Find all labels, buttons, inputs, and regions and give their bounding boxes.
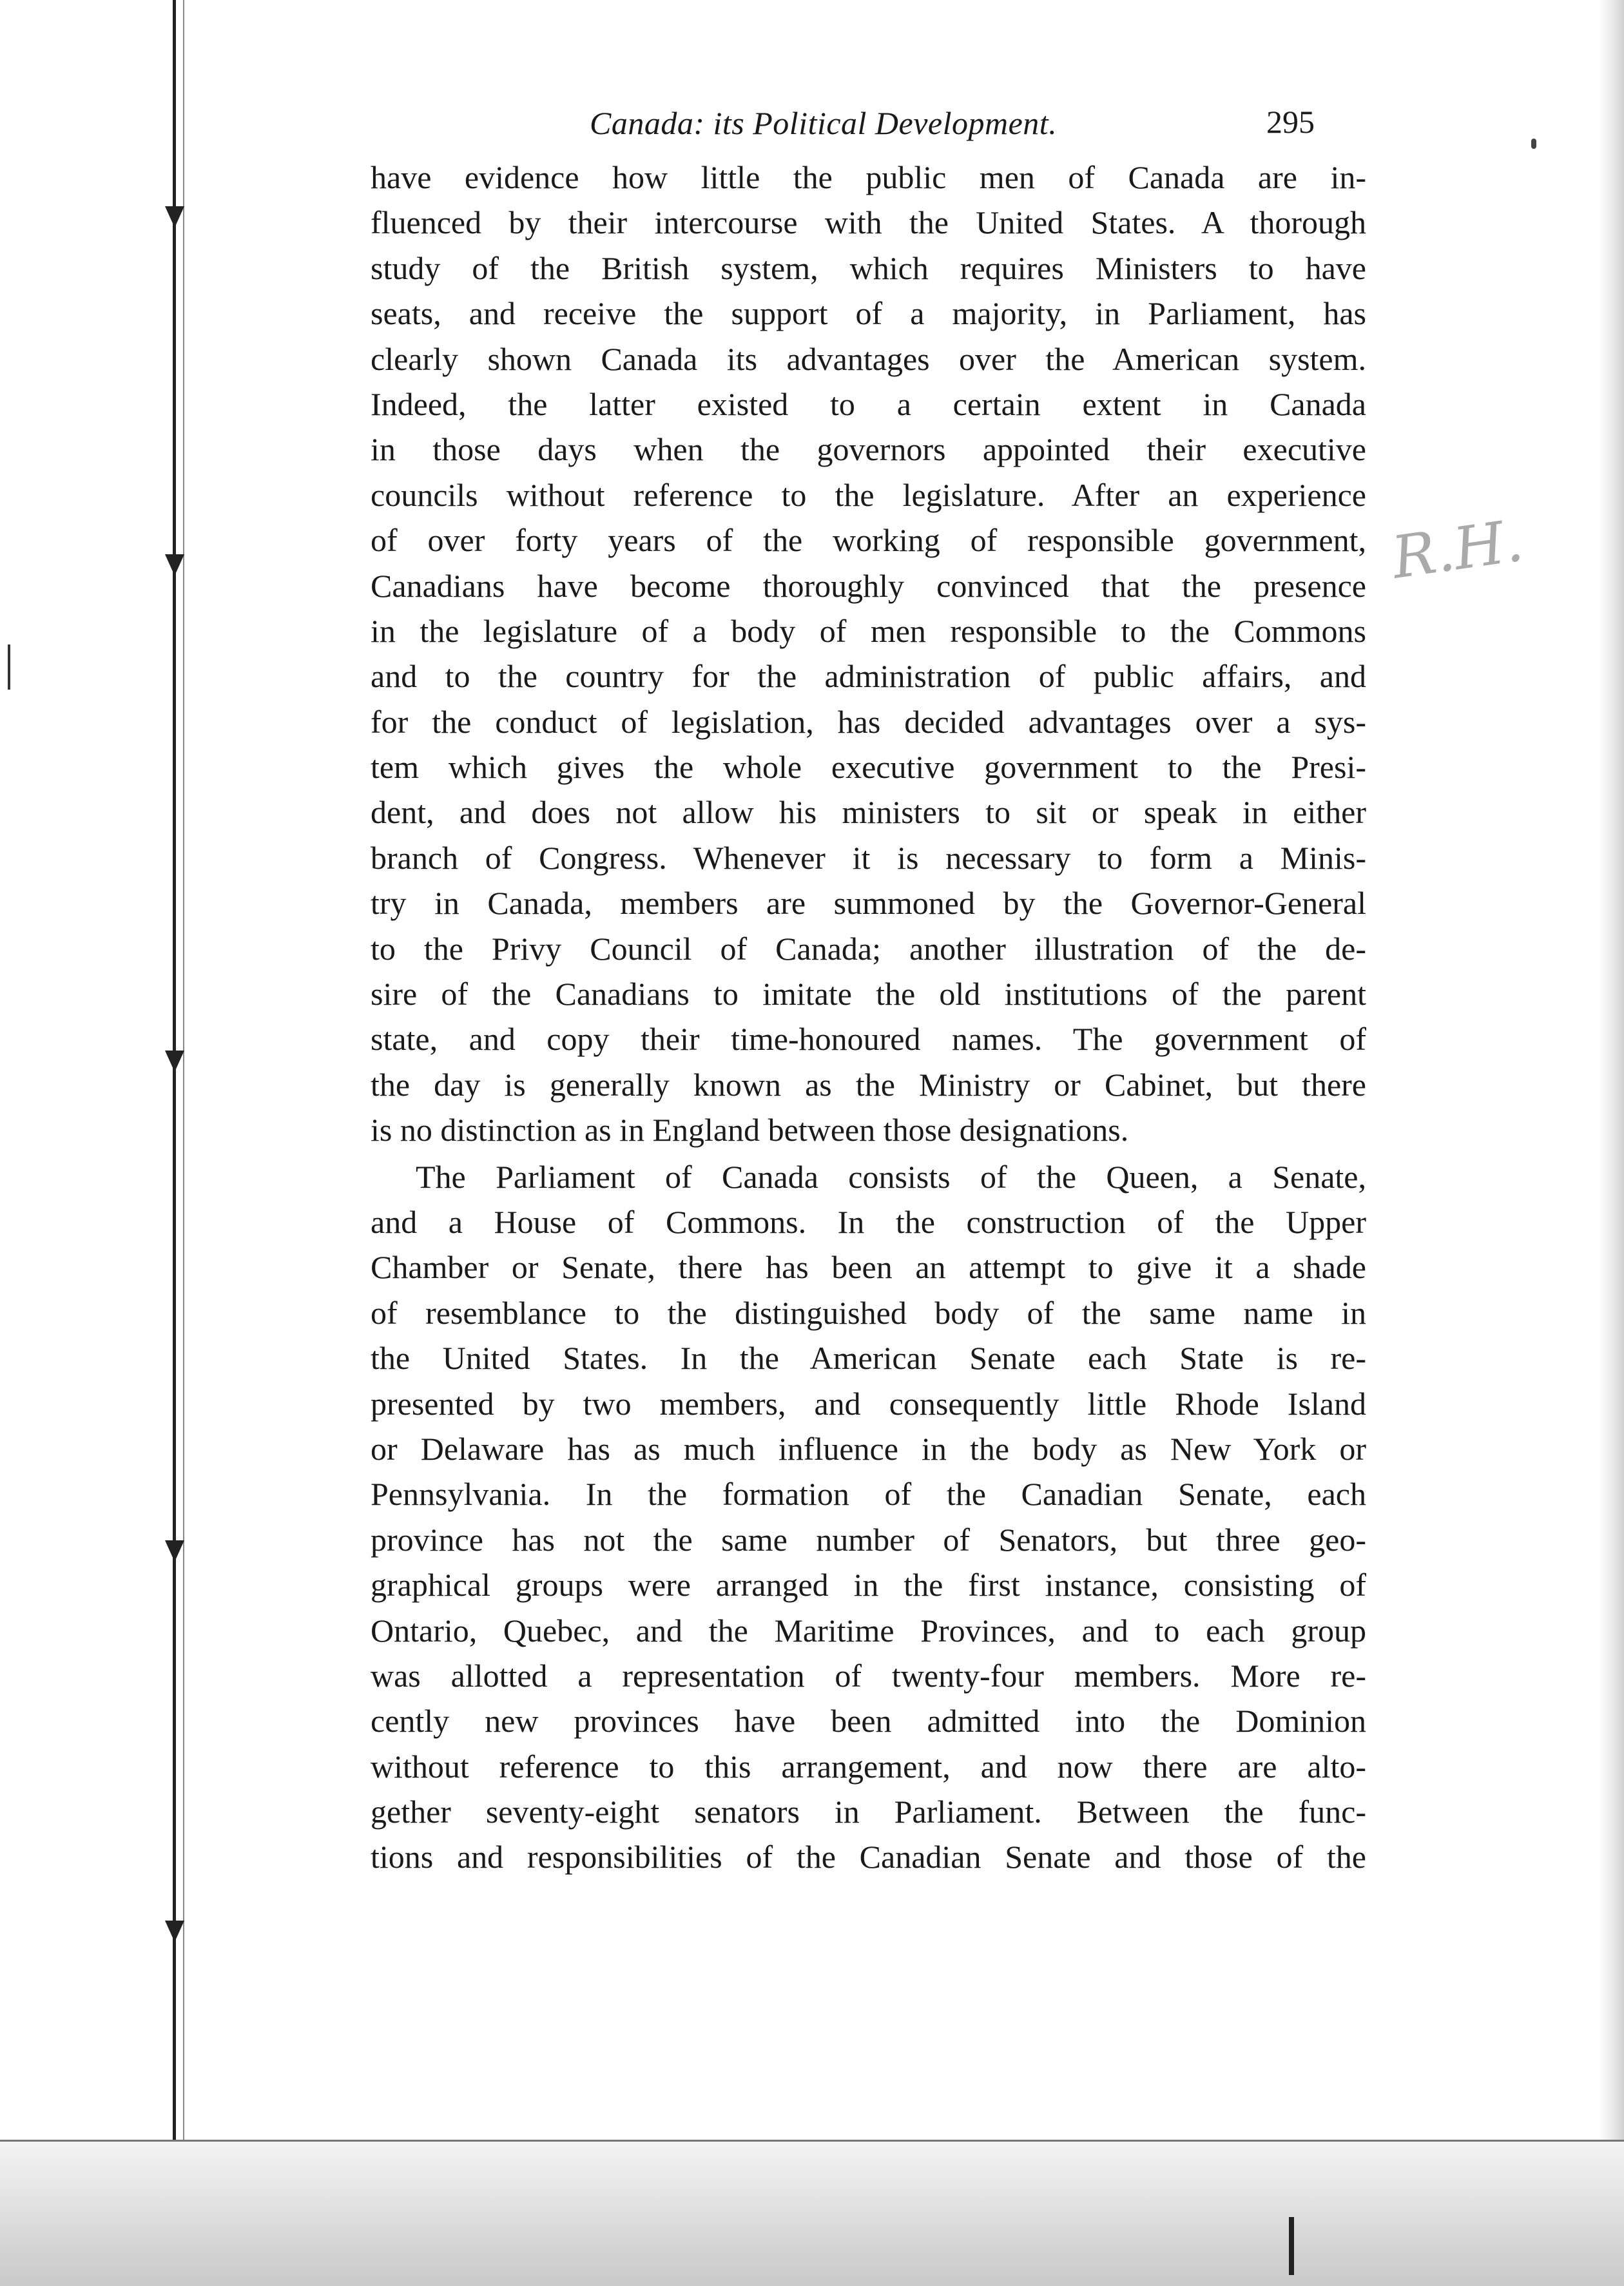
text-line: the United States. In the American Senate each State is re- — [371, 1340, 1366, 1377]
binding-stitch — [165, 1051, 184, 1070]
running-title: Canada: its Political Development. — [590, 105, 1058, 141]
text-line: is no distinction as in England between those designations. — [371, 1112, 1129, 1148]
text-line: tions and responsibilities of the Canadian Senate and those of the — [371, 1839, 1366, 1875]
text-line: dent, and does not allow his ministers to sit or speak in either — [371, 794, 1366, 831]
binding-stitch — [165, 1921, 184, 1940]
text-line: seats, and receive the support of a majority, in Parliament, has — [371, 295, 1366, 332]
text-line: try in Canada, members are summoned by the Governor-General — [371, 885, 1366, 922]
text-line: tem which gives the whole executive government to the Presi- — [371, 749, 1366, 786]
text-line: sire of the Canadians to imitate the old institutions of the parent — [371, 976, 1366, 1012]
text-line: councils without reference to the legislature. After an experience — [371, 476, 1366, 513]
paragraph-2 — [371, 1154, 1366, 1880]
page-right-edge — [1598, 0, 1624, 2284]
text-line: Ontario, Quebec, and the Maritime Provinces, and to each group — [371, 1612, 1366, 1649]
text-line: to the Privy Council of Canada; another illustration of the de- — [371, 930, 1366, 967]
text-line: fluenced by their intercourse with the United States. A thorough — [371, 204, 1366, 241]
text-line: graphical groups were arranged in the first instance, consisting of — [371, 1567, 1366, 1603]
text-line: of over forty years of the working of responsible government, — [371, 522, 1366, 559]
text-line: presented by two members, and consequently little Rhode Island — [371, 1385, 1366, 1422]
binding-stitch — [165, 206, 184, 226]
text-line: Canadians have become thoroughly convinced that the presence — [371, 567, 1366, 604]
binding-stitch — [165, 554, 184, 574]
text-line: was allotted a representation of twenty-four members. More re- — [371, 1657, 1366, 1694]
text-line: or Delaware has as much influence in the body as New York or — [371, 1430, 1366, 1467]
text-line: province has not the same number of Senators, but three geo- — [371, 1521, 1366, 1558]
page-number: 295 — [1266, 104, 1315, 140]
text-line: Chamber or Senate, there has been an attempt to give it a shade — [371, 1249, 1366, 1286]
binding-stitch — [165, 1540, 184, 1560]
binding-edge-line — [173, 0, 176, 2146]
pencil-annotation: R.H. — [1387, 507, 1527, 592]
text-line: cently new provinces have been admitted into the Dominion — [371, 1703, 1366, 1739]
fold-mark — [1289, 2217, 1294, 2275]
margin-mark — [8, 644, 10, 690]
text-line: The Parliament of Canada consists of the Queen, a Senate, — [416, 1158, 1366, 1195]
text-line: clearly shown Canada its advantages over the American system. — [371, 340, 1366, 377]
ink-speck — [1531, 139, 1536, 149]
text-line: of resemblance to the distinguished body of the same name in — [371, 1294, 1366, 1331]
book-binding-margin — [0, 0, 187, 2284]
text-line: in the legislature of a body of men responsible to the Commons — [371, 612, 1366, 649]
book-page — [371, 97, 1366, 1880]
binding-inner-line — [183, 0, 184, 2146]
text-line: gether seventy-eight senators in Parliament. Between the func- — [371, 1794, 1366, 1830]
text-line: in those days when the governors appointed their executive — [371, 431, 1366, 468]
text-line: Pennsylvania. In the formation of the Canadian Senate, each — [371, 1476, 1366, 1513]
text-line: the day is generally known as the Ministry or Cabinet, but there — [371, 1066, 1366, 1103]
text-line: and to the country for the administration of public affairs, and — [371, 658, 1366, 695]
page-bottom-fold — [0, 2140, 1624, 2286]
text-line: state, and copy their time-honoured names. The government of — [371, 1021, 1366, 1058]
text-line: without reference to this arrangement, and now there are alto- — [371, 1748, 1366, 1785]
text-line: for the conduct of legislation, has decided advantages over a sys- — [371, 703, 1366, 740]
text-line: and a House of Commons. In the construction of the Upper — [371, 1203, 1366, 1240]
text-line: branch of Congress. Whenever it is necessary to form a Minis- — [371, 839, 1366, 876]
text-line: have evidence how little the public men of Canada are in- — [371, 159, 1366, 195]
text-line: study of the British system, which requires Ministers to have — [371, 249, 1366, 286]
paragraph-1 — [371, 155, 1366, 1153]
text-line: Indeed, the latter existed to a certain extent in Canada — [371, 385, 1366, 422]
running-head — [371, 97, 1366, 155]
